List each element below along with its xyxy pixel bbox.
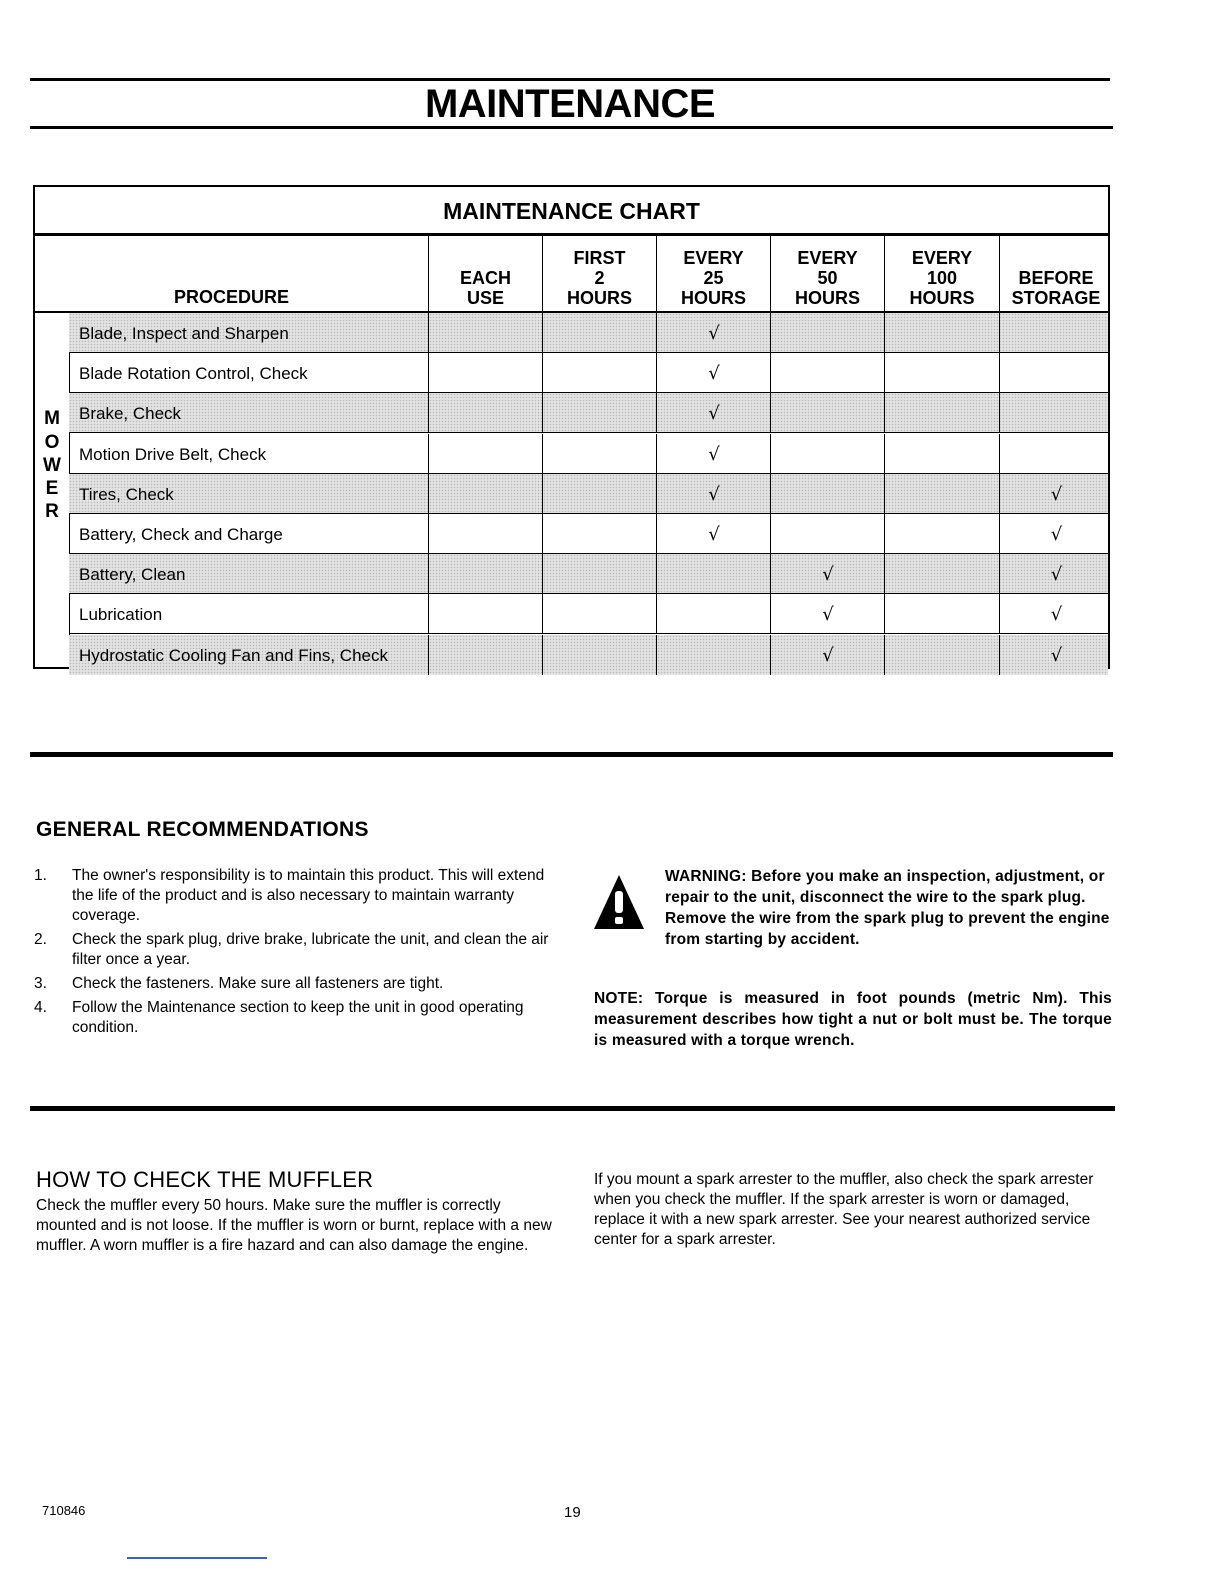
schedule-cell-first-2-hours xyxy=(542,353,657,392)
muffler-text-left: Check the muffler every 50 hours. Make sure the muffler is correctly mounted and is not loose. If the muffler is worn or burnt, replace with a new muffler. A worn muffler is a fire hazard and can also damage the engine. xyxy=(36,1197,552,1254)
schedule-cell-every-25-hours xyxy=(656,594,771,633)
column-header-line: 100 xyxy=(926,268,958,288)
recommendations-list xyxy=(34,866,564,1042)
schedule-cell-each-use xyxy=(428,353,543,392)
check-mark: √ xyxy=(1050,604,1063,626)
schedule-cell-every-100-hours xyxy=(884,594,1000,633)
schedule-cell-every-25-hours xyxy=(656,393,771,432)
mower-letter: R xyxy=(45,501,59,522)
table-row xyxy=(69,594,1108,634)
schedule-cell-every-25-hours xyxy=(656,635,771,675)
maintenance-chart xyxy=(33,185,1110,669)
page-title: MAINTENANCE xyxy=(424,82,716,126)
column-header-line: EACH xyxy=(459,268,511,288)
schedule-cell-every-50-hours xyxy=(770,594,885,633)
schedule-cell-each-use xyxy=(428,554,543,593)
column-header-line: HOURS xyxy=(794,288,860,308)
title-bottom-rule xyxy=(30,126,1113,129)
column-header-line: BEFORE xyxy=(1018,268,1094,288)
schedule-cell-before-storage xyxy=(999,313,1113,352)
schedule-cell-every-25-hours xyxy=(656,514,771,553)
mower-letter: M xyxy=(44,408,60,429)
list-item-text: Follow the Maintenance section to keep the unit in good operating condition. xyxy=(72,999,524,1036)
schedule-cell-every-25-hours xyxy=(656,554,771,593)
list-item-number: 4. xyxy=(34,999,47,1016)
column-header-every-100-hours xyxy=(884,236,999,312)
schedule-cell-each-use xyxy=(428,313,543,352)
mower-side-label xyxy=(35,313,70,667)
schedule-cell-every-50-hours xyxy=(770,393,885,432)
section-divider xyxy=(30,752,1113,757)
schedule-cell-every-25-hours xyxy=(656,434,771,473)
column-header-line: FIRST xyxy=(573,248,626,268)
schedule-cell-every-50-hours xyxy=(770,434,885,473)
check-mark: √ xyxy=(822,604,834,626)
schedule-cell-before-storage xyxy=(999,594,1113,633)
column-header-each-use xyxy=(428,236,542,312)
schedule-cell-every-100-hours xyxy=(884,434,1000,473)
schedule-cell-every-50-hours xyxy=(770,554,885,593)
muffler-text-right: If you mount a spark arrester to the muffler, also check the spark arrester when you check the muffler. If the spark arrester is worn or damaged, replace it with a new spark arrester. See your nearest authorized service center for a spark arrester. xyxy=(594,1171,1094,1248)
schedule-cell-first-2-hours xyxy=(542,635,657,675)
column-header-line: EVERY xyxy=(797,248,858,268)
schedule-cell-every-100-hours xyxy=(884,393,1000,432)
column-header-line: STORAGE xyxy=(1011,288,1101,308)
schedule-cell-every-100-hours xyxy=(884,313,1000,352)
mower-letter: W xyxy=(43,455,61,476)
chart-title: MAINTENANCE CHART xyxy=(35,187,1108,236)
schedule-cell-each-use xyxy=(428,594,543,633)
procedure-label: Blade Rotation Control, Check xyxy=(79,364,308,384)
page-number: 19 xyxy=(564,1504,581,1521)
schedule-cell-each-use xyxy=(428,635,543,675)
table-row xyxy=(69,353,1108,393)
list-item xyxy=(34,998,564,1038)
column-header-every-25-hours xyxy=(656,236,770,312)
section-divider xyxy=(30,1106,1115,1111)
schedule-cell-each-use xyxy=(428,514,543,553)
check-mark: √ xyxy=(1050,644,1063,666)
schedule-cell-every-25-hours xyxy=(656,353,771,392)
schedule-cell-before-storage xyxy=(999,635,1113,675)
column-header-line: HOURS xyxy=(566,288,632,308)
schedule-cell-every-50-hours xyxy=(770,514,885,553)
schedule-cell-first-2-hours xyxy=(542,434,657,473)
mower-letter: O xyxy=(44,432,60,453)
column-header-line: HOURS xyxy=(909,288,975,308)
schedule-cell-first-2-hours xyxy=(542,554,657,593)
check-mark: √ xyxy=(1050,483,1063,505)
list-item-text: The owner's responsibility is to maintain this product. This will extend the life of the product and is also necessary to maintain warranty coverage. xyxy=(72,867,545,924)
list-item-text: Check the fasteners. Make sure all fasteners are tight. xyxy=(72,975,444,992)
schedule-cell-every-100-hours xyxy=(884,554,1000,593)
schedule-cell-every-100-hours xyxy=(884,353,1000,392)
schedule-cell-every-100-hours xyxy=(884,514,1000,553)
title-top-rule xyxy=(30,78,1110,81)
schedule-cell-first-2-hours xyxy=(542,514,657,553)
list-item-number: 3. xyxy=(34,975,47,992)
schedule-cell-every-100-hours xyxy=(884,474,1000,513)
column-header-line: EVERY xyxy=(911,248,973,268)
column-header-procedure xyxy=(35,236,428,312)
table-row xyxy=(69,554,1108,594)
column-header-every-50-hours xyxy=(770,236,884,312)
footer-link-underline xyxy=(127,1557,267,1559)
torque-note: NOTE: Torque is measured in foot pounds (metric Nm). This measurement describes how tight a nut or bolt must be. The torque is measured with a torque wrench. xyxy=(594,990,1112,1049)
schedule-cell-every-25-hours xyxy=(656,474,771,513)
schedule-cell-every-25-hours xyxy=(656,313,771,352)
column-header-label: PROCEDURE xyxy=(173,287,289,307)
check-mark: √ xyxy=(708,403,720,425)
schedule-cell-every-50-hours xyxy=(770,353,885,392)
table-row xyxy=(69,635,1108,675)
column-header-line: HOURS xyxy=(680,288,746,308)
check-mark: √ xyxy=(822,644,834,666)
column-header-line: 50 xyxy=(817,268,838,288)
schedule-cell-before-storage xyxy=(999,514,1113,553)
check-mark: √ xyxy=(708,443,720,465)
column-header-first-2-hours xyxy=(542,236,656,312)
procedure-label: Blade, Inspect and Sharpen xyxy=(79,324,289,343)
procedure-label: Battery, Check and Charge xyxy=(79,525,283,544)
procedure-label: Motion Drive Belt, Check xyxy=(79,444,267,464)
column-header-line: USE xyxy=(466,288,504,308)
column-header-line: EVERY xyxy=(683,248,744,268)
schedule-cell-first-2-hours xyxy=(542,474,657,513)
table-row xyxy=(69,434,1108,474)
list-item-number: 2. xyxy=(34,931,47,948)
mower-letter: E xyxy=(45,478,59,499)
document-number: 710846 xyxy=(42,1503,86,1518)
schedule-cell-every-50-hours xyxy=(770,313,885,352)
schedule-cell-each-use xyxy=(428,434,543,473)
check-mark: √ xyxy=(708,524,720,545)
schedule-cell-first-2-hours xyxy=(542,313,657,352)
procedure-label: Battery, Clean xyxy=(79,565,186,585)
column-header-before-storage xyxy=(999,236,1112,312)
check-mark: √ xyxy=(708,483,720,505)
schedule-cell-first-2-hours xyxy=(542,393,657,432)
warning-text: WARNING: Before you make an inspection, adjustment, or repair to the unit, disconnect the wire to the spark plug. Remove the wire from the spark plug to prevent the engine from starting by accident. xyxy=(665,868,1110,948)
list-item-text: Check the spark plug, drive brake, lubricate the unit, and clean the air filter once a year. xyxy=(72,931,549,968)
column-header-line: 2 xyxy=(594,268,605,288)
schedule-cell-each-use xyxy=(428,393,543,432)
check-mark: √ xyxy=(1050,564,1063,586)
table-row xyxy=(69,393,1108,433)
procedure-label: Tires, Check xyxy=(79,484,174,504)
schedule-cell-before-storage xyxy=(999,474,1113,513)
procedure-label: Lubrication xyxy=(79,605,163,625)
check-mark: √ xyxy=(822,564,834,586)
list-item-number: 1. xyxy=(34,867,47,884)
list-item xyxy=(34,974,564,994)
table-row xyxy=(69,313,1108,353)
warning-triangle-icon xyxy=(592,873,646,931)
column-header-line: 25 xyxy=(703,268,724,288)
schedule-cell-first-2-hours xyxy=(542,594,657,633)
schedule-cell-before-storage xyxy=(999,353,1113,392)
check-mark: √ xyxy=(708,363,720,385)
muffler-heading: HOW TO CHECK THE MUFFLER xyxy=(36,1167,374,1192)
table-row xyxy=(69,514,1108,554)
schedule-cell-every-50-hours xyxy=(770,635,885,675)
general-recommendations-heading: GENERAL RECOMMENDATIONS xyxy=(36,818,369,841)
schedule-cell-every-50-hours xyxy=(770,474,885,513)
check-mark: √ xyxy=(708,323,720,344)
table-row xyxy=(69,474,1108,514)
check-mark: √ xyxy=(1050,524,1063,545)
schedule-cell-before-storage xyxy=(999,393,1113,432)
procedure-label: Hydrostatic Cooling Fan and Fins, Check xyxy=(79,645,388,665)
schedule-cell-before-storage xyxy=(999,554,1113,593)
procedure-label: Brake, Check xyxy=(79,404,182,424)
list-item xyxy=(34,866,564,926)
list-item xyxy=(34,930,564,970)
schedule-cell-before-storage xyxy=(999,434,1113,473)
schedule-cell-every-100-hours xyxy=(884,635,1000,675)
schedule-cell-each-use xyxy=(428,474,543,513)
